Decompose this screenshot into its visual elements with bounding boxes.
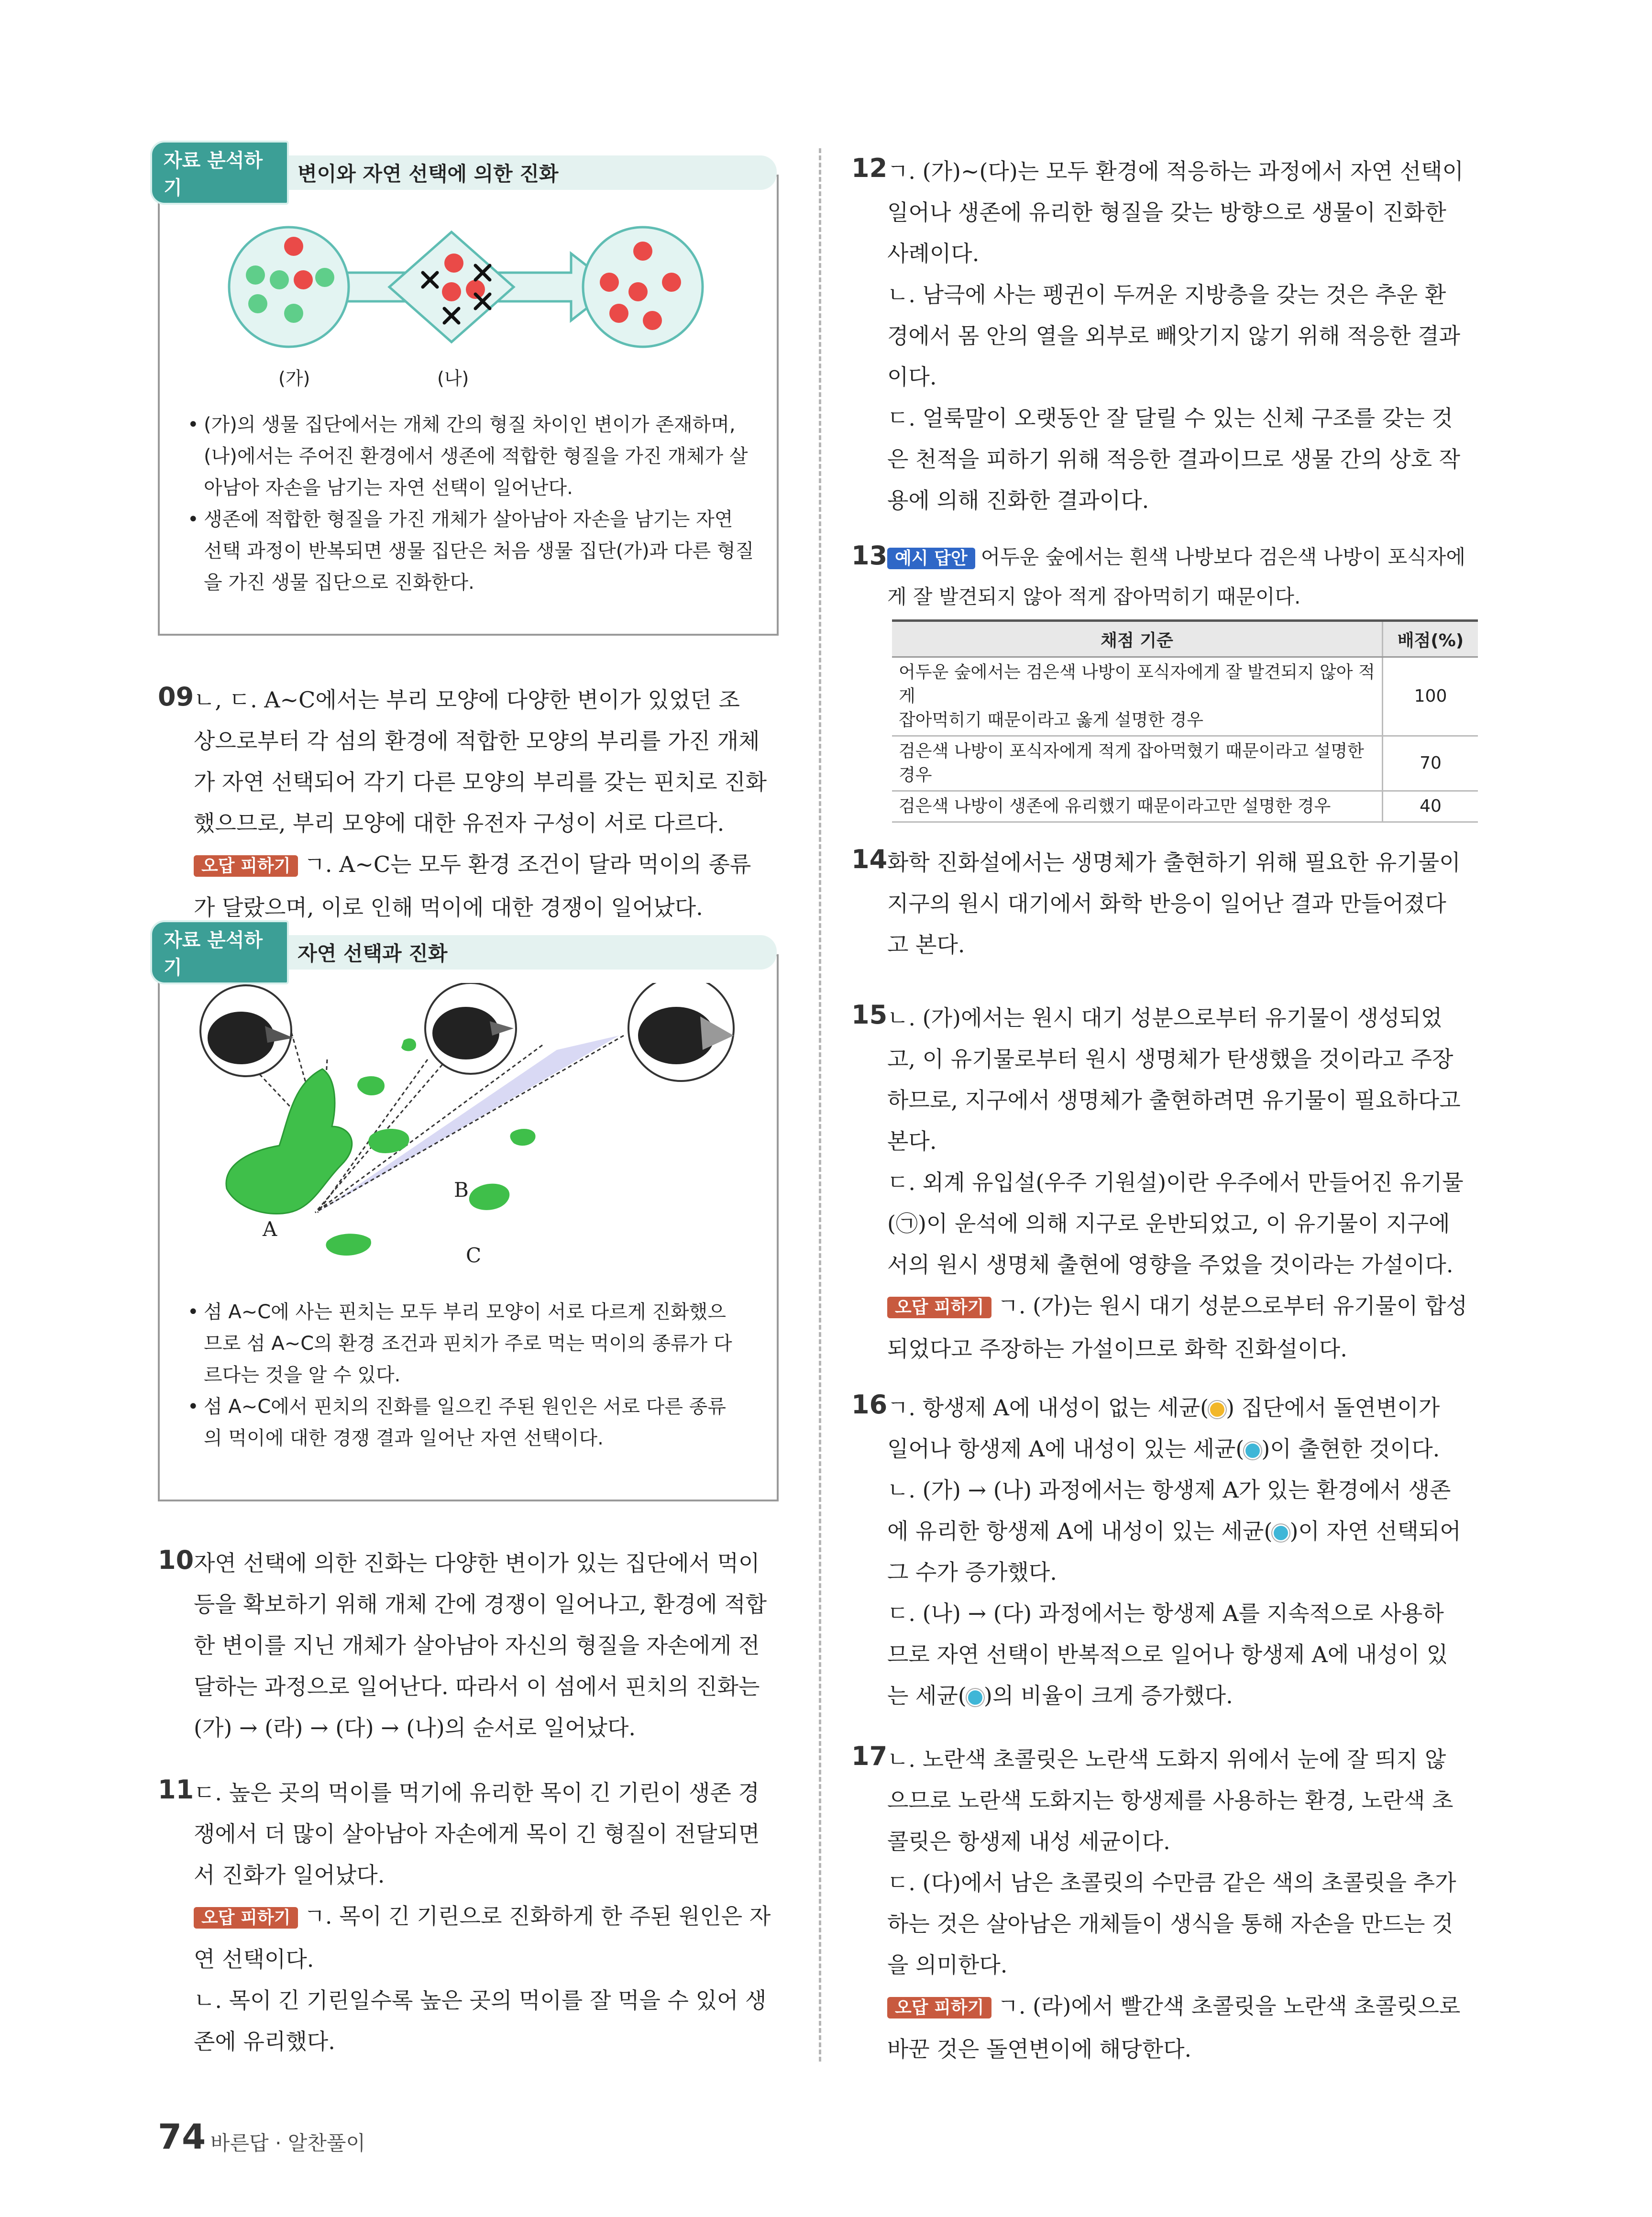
avoid-mistake-tag: 오답 피하기 bbox=[194, 855, 298, 877]
non-resistant-bacteria-icon bbox=[1209, 1401, 1226, 1418]
question-number: 15 bbox=[851, 1000, 888, 1030]
analysis-bullets bbox=[184, 1296, 767, 1454]
question-number: 12 bbox=[851, 153, 888, 183]
page-number: 74 bbox=[158, 2117, 206, 2157]
variant-dot bbox=[248, 294, 267, 313]
answer-09: ㄴ, ㄷ. A~C에서는 부리 모양에 다양한 변이가 있었던 조 상으로부터 각 섬의 환경에 적합한 모양의 부리를 가진 개체 가 자연 선택되어 각기 다른 모양의 부리를 갖는 핀치로 진화 했으므로, 부리 모양에 대한 유전자 구성이 서로 다르다. 오답 피하기 ㄱ. A~C는 모두 환경 조건이 달라 먹이의 종류 가 달랐으며, 이로 인해 먹이에 대한 경쟁이 일어났다. bbox=[194, 687, 767, 920]
answer-12: ㄱ. (가)~(다)는 모두 환경에 적응하는 과정에서 자연 선택이 일어나 생존에 유리한 형질을 갖는 방향으로 생물이 진화한 사례이다. ㄴ. 남극에 사는 펭귄이 두꺼운 지방층을 갖는 것은 추운 환 경에서 몸 안의 열을 외부로 빼앗기지 않기 위해 적응한 결과 이다. ㄷ. 얼룩말이 오랫동안 잘 달릴 수 있는 신체 구조를 갖는 것 은 천적을 피하기 위해 적응한 결과이므로 생물 간의 상호 작 용에 의해 진화한 결과이다. bbox=[887, 158, 1464, 513]
answer-15: ㄴ. (가)에서는 원시 대기 성분으로부터 유기물이 생성되었 고, 이 유기물로부터 원시 생명체가 탄생했을 것이라고 주장 하므로, 지구에서 생명체가 출현하려면 유기물이 필요하다고 본다. ㄷ. 외계 유입설(우주 기원설)이란 우주에서 만들어진 유기물 (㉠)이 운석에 의해 지구로 운반되었고, 이 유기물이 지구에 서의 원시 생명체 출현에 영향을 주었을 것이라는 가설이다. 오답 피하기 ㄱ. (가)는 원시 대기 성분으로부터 유기물이 합성 되었다고 주장하는 가설이므로 화학 진화설이다. bbox=[887, 1005, 1467, 1362]
analysis-tag: 자료 분석하기 bbox=[150, 141, 289, 205]
table-header: 배점(%) bbox=[1383, 621, 1478, 657]
island-label-a: A bbox=[263, 1217, 277, 1241]
analysis-bullets bbox=[184, 409, 767, 598]
resistant-bacteria-icon bbox=[1272, 1524, 1289, 1542]
analysis-box-finch bbox=[158, 929, 779, 1501]
bullet-item: • 생존에 적합한 형질을 가진 개체가 살아남아 자손을 남기는 자연 선택 과정이 반복되면 생물 집단은 처음 생물 집단(가)과 다른 형질 을 가진 생물 집단으로 진화한다. bbox=[184, 504, 767, 598]
bullet-item: • (가)의 생물 집단에서는 개체 간의 형질 차이인 변이가 존재하며, (나)에서는 주어진 환경에서 생존에 적합한 형질을 가진 개체가 살 아남아 자손을 남기는 자연 선택이 일어난다. bbox=[184, 409, 767, 504]
variant-dot bbox=[270, 270, 289, 289]
footer-title: 바른답 · 알찬풀이 bbox=[210, 2131, 366, 2155]
table-row: 검은색 나방이 포식자에게 적게 잡아먹혔기 때문이라고 설명한 경우 70 bbox=[892, 736, 1478, 791]
analysis-tag: 자료 분석하기 bbox=[150, 920, 289, 984]
variant-dot bbox=[284, 304, 303, 323]
answer-16: ㄱ. 항생제 A에 내성이 없는 세균( ) 집단에서 돌연변이가 일어나 항생제 A에 내성이 있는 세균( )이 출현한 것이다. ㄴ. (가) → (나) 과정에서는 항생제 A가 있는 환경에서 생존 에 유리한 항생제 A에 내성이 있는 세균( )이 자연 선택되어 그 수가 증가했다. ㄷ. (나) → (다) 과정에서는 항생제 A를 지속적으로 사용하 므로 자연 선택이 반복적으로 일어나 항생제 A에 내성이 있 는 세균( )의 비율이 크게 증가했다. bbox=[887, 1395, 1461, 1709]
resistant-bacteria-icon bbox=[1244, 1442, 1261, 1459]
analysis-box-variation bbox=[158, 150, 779, 636]
analysis-title: 변이와 자연 선택에 의한 진화 bbox=[289, 155, 777, 190]
variant-dot bbox=[315, 268, 334, 287]
diagram-label-na: (나) bbox=[437, 368, 469, 389]
analysis-title: 자연 선택과 진화 bbox=[289, 935, 777, 970]
avoid-mistake-tag: 오답 피하기 bbox=[194, 1907, 298, 1929]
question-number: 14 bbox=[851, 844, 888, 874]
resistant-bacteria-icon bbox=[967, 1689, 984, 1706]
variant-dot bbox=[246, 265, 265, 285]
diagram-label-ga: (가) bbox=[278, 368, 310, 389]
variation-diagram bbox=[227, 218, 753, 361]
question-number: 11 bbox=[158, 1775, 194, 1805]
question-number: 10 bbox=[158, 1545, 194, 1575]
variant-dot bbox=[284, 237, 303, 256]
answer-11: ㄷ. 높은 곳의 먹이를 먹기에 유리한 목이 긴 기린이 생존 경 쟁에서 더 많이 살아남아 자손에게 목이 긴 형질이 전달되면 서 진화가 일어났다. 오답 피하기 ㄱ. 목이 긴 기린으로 진화하게 한 주된 원인은 자 연 선택이다. ㄴ. 목이 긴 기린일수록 높은 곳의 먹이를 잘 먹을 수 있어 생 존에 유리했다. bbox=[194, 1780, 771, 2054]
avoid-mistake-tag: 오답 피하기 bbox=[887, 1997, 991, 2018]
table-header: 채점 기준 bbox=[892, 621, 1383, 657]
bullet-item: • 섬 A~C에서 핀치의 진화를 일으킨 주된 원인은 서로 다른 종류 의 먹이에 대한 경쟁 결과 일어난 자연 선택이다. bbox=[184, 1391, 767, 1454]
example-answer-tag: 예시 답안 bbox=[887, 548, 975, 569]
table-row: 검은색 나방이 생존에 유리했기 때문이라고만 설명한 경우 40 bbox=[892, 791, 1478, 822]
bullet-item: • 섬 A~C에 사는 핀치는 모두 부리 모양이 서로 다르게 진화했으 므로 섬 A~C의 환경 조건과 핀치가 주로 먹는 먹이의 종류가 다 르다는 것을 알 수 있다. bbox=[184, 1296, 767, 1391]
variant-dot bbox=[294, 270, 313, 289]
question-number: 16 bbox=[851, 1390, 888, 1420]
question-number: 17 bbox=[851, 1741, 888, 1771]
table-row: 어두운 숲에서는 검은색 나방이 포식자에게 잘 발견되지 않아 적게 잡아먹히기 때문이라고 옳게 설명한 경우 100 bbox=[892, 657, 1478, 736]
question-number: 09 bbox=[158, 682, 194, 712]
island-label-c: C bbox=[466, 1244, 482, 1267]
answer-14: 화학 진화설에서는 생명체가 출현하기 위해 필요한 유기물이 지구의 원시 대기에서 화학 반응이 일어난 결과 만들어졌다 고 본다. bbox=[887, 849, 1461, 958]
avoid-mistake-tag: 오답 피하기 bbox=[887, 1297, 991, 1318]
answer-13: 예시 답안 어두운 숲에서는 흰색 나방보다 검은색 나방이 포식자에 게 잘 발견되지 않아 적게 잡아먹히기 때문이다. bbox=[887, 545, 1465, 608]
island-label-b: B bbox=[454, 1178, 469, 1202]
column-divider bbox=[819, 148, 821, 2062]
grading-table bbox=[892, 619, 1478, 823]
answer-10: 자연 선택에 의한 진화는 다양한 변이가 있는 집단에서 먹이 등을 확보하기 위해 개체 간에 경쟁이 일어나고, 환경에 적합 한 변이를 지닌 개체가 살아남아 자신의 형질을 자손에게 전 달하는 과정으로 일어난다. 따라서 이 섬에서 핀치의 진화는 (가) → (라) → (다) → (나)의 순서로 일어났다. bbox=[194, 1550, 767, 1741]
question-number: 13 bbox=[851, 540, 888, 571]
answer-17: ㄴ. 노란색 초콜릿은 노란색 도화지 위에서 눈에 잘 띄지 않 으므로 노란색 도화지는 항생제를 사용하는 환경, 노란색 초 콜릿은 항생제 내성 세균이다. ㄷ. (다)에서 남은 초콜릿의 수만큼 같은 색의 초콜릿을 추가 하는 것은 살아남은 개체들이 생식을 통해 자손을 만드는 것 을 의미한다. 오답 피하기 ㄱ. (라)에서 빨간색 초콜릿을 노란색 초콜릿으로 바꾼 것은 돌연변이에 해당한다. bbox=[887, 1746, 1461, 2062]
